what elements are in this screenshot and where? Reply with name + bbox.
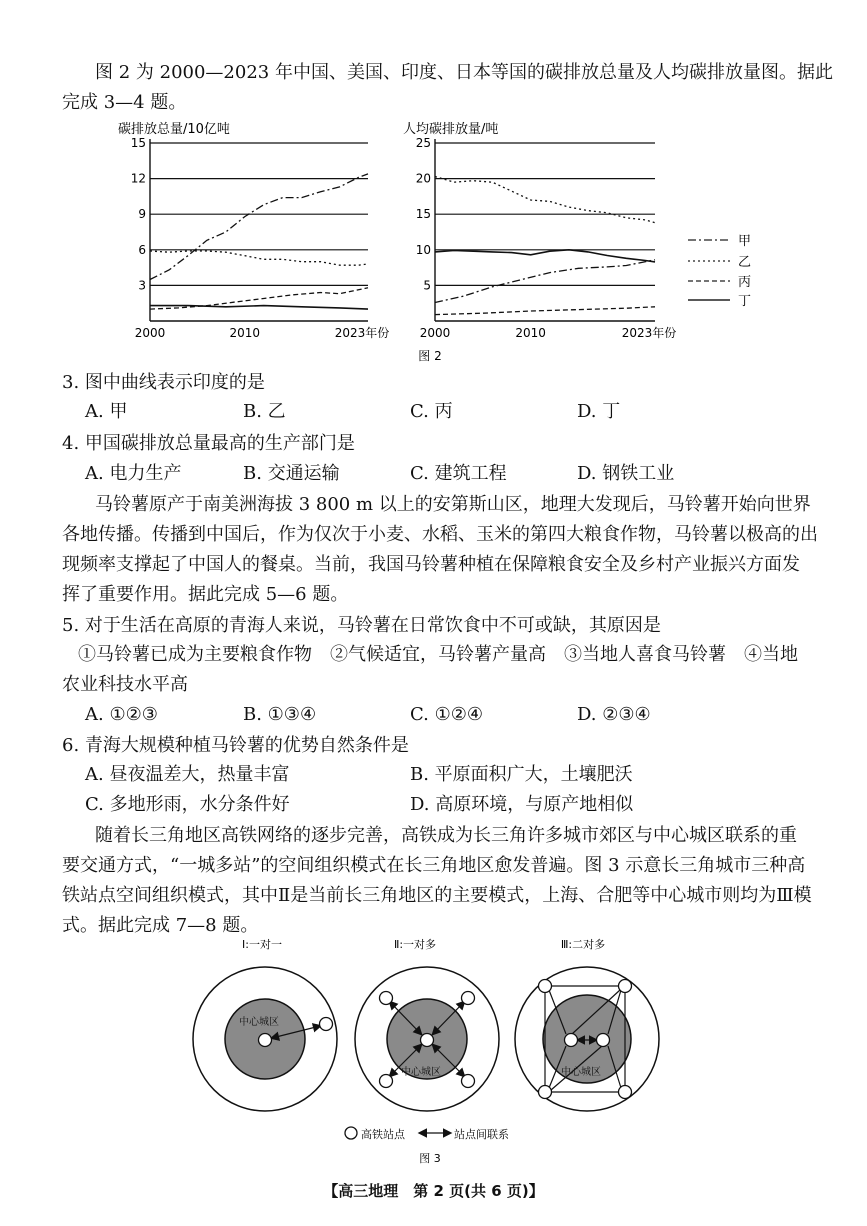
station-icon [565, 1034, 578, 1047]
q3-option-a[interactable]: A. 甲 [85, 401, 128, 422]
q4-option-d[interactable]: D. 钢铁工业 [577, 463, 675, 484]
chart-legend [688, 234, 751, 309]
station-icon [619, 980, 632, 993]
mode-3-center-label: 中心城区 [561, 1067, 601, 1078]
q6-option-d[interactable]: D. 高原环境，与原产地相似 [410, 794, 634, 815]
intro-line: 要交通方式，“一城多站”的空间组织模式在长三角地区愈发普遍。图 3 示意长三角城市三种高 [62, 855, 806, 876]
station-icon [597, 1034, 610, 1047]
intro-line: 挥了重要作用。据此完成 5—6 题。 [62, 584, 349, 605]
question-6-stem: 6. 青海大规模种植马铃薯的优势自然条件是 [62, 735, 409, 756]
series-line-1 [435, 260, 655, 303]
q5-statements: 农业科技水平高 [62, 674, 188, 695]
question-5-stem: 5. 对于生活在高原的青海人来说，马铃薯在日常饮食中不可或缺，其原因是 [62, 615, 661, 636]
y-tick-label: 25 [415, 136, 431, 150]
station-icon [619, 1086, 632, 1099]
q4-option-b[interactable]: B. 交通运输 [243, 463, 340, 484]
station-icon [421, 1034, 434, 1047]
q5-option-d[interactable]: D. ②③④ [577, 704, 651, 725]
page-footer: 【高三地理 第 2 页(共 6 页)】 [323, 1182, 544, 1200]
station-icon [539, 1086, 552, 1099]
y-tick-label: 12 [130, 171, 146, 186]
intro-line: 完成 3—4 题。 [62, 92, 187, 113]
mode-2-center-label: 中心城区 [401, 1067, 441, 1078]
x-tick-label: 2010 [229, 326, 261, 340]
q5-option-a[interactable]: A. ①②③ [85, 704, 158, 725]
intro-line: 图 2 为 2000—2023 年中国、美国、印度、日本等国的碳排放总量及人均碳排放量图。据此 [95, 62, 833, 83]
q5-option-b[interactable]: B. ①③④ [243, 704, 317, 725]
y-tick-label: 15 [130, 136, 146, 150]
station-legend-icon [345, 1127, 357, 1139]
series-line-3 [435, 307, 655, 315]
q6-option-b[interactable]: B. 平原面积广大，土壤肥沃 [410, 764, 633, 785]
q6-option-c[interactable]: C. 多地形雨，水分条件好 [85, 794, 290, 815]
station-icon [462, 992, 475, 1005]
legend-link-label: 站点间联系 [454, 1128, 509, 1141]
intro-line: 各地传播。传播到中国后，作为仅次于小麦、水稻、玉米的第四大粮食作物，马铃薯以极高的出 [62, 524, 818, 545]
series-line-2 [150, 251, 368, 265]
station-icon [380, 1075, 393, 1088]
y-tick-label: 15 [415, 207, 431, 222]
station-icon [539, 980, 552, 993]
legend-label-jia: 甲 [738, 234, 752, 249]
q4-option-c[interactable]: C. 建筑工程 [410, 463, 507, 484]
series-line-2 [435, 177, 655, 223]
y-tick-label: 3 [138, 278, 146, 293]
station-icon [462, 1075, 475, 1088]
station-icon [320, 1018, 333, 1031]
q5-option-c[interactable]: C. ①②④ [410, 704, 483, 725]
mode-1-center-label: 中心城区 [239, 1017, 279, 1028]
intro-line: 马铃薯原产于南美洲海拔 3 800 m 以上的安第斯山区，地理大发现后，马铃薯开始向世界 [95, 494, 811, 515]
question-4-stem: 4. 甲国碳排放总量最高的生产部门是 [62, 433, 355, 454]
intro-line: 铁站点空间组织模式，其中Ⅱ是当前长三角地区的主要模式，上海、合肥等中心城市则均为Ⅲ模 [62, 885, 812, 906]
legend-label-bing: 丙 [738, 275, 752, 290]
intro-line: 现频率支撑起了中国人的餐桌。当前，我国马铃薯种植在保障粮食安全及乡村产业振兴方面发 [62, 554, 800, 575]
mode-1-label: Ⅰ:一对一 [242, 938, 282, 951]
x-tick-label: 2023年份 [334, 326, 390, 340]
chart1-ylabel: 碳排放总量/10亿吨 [118, 122, 230, 137]
x-tick-label: 2000 [419, 326, 451, 340]
q6-option-a[interactable]: A. 昼夜温差大，热量丰富 [85, 764, 290, 785]
figure-2-charts [0, 115, 867, 365]
figure-3-diagram [0, 935, 867, 1170]
figure-3-caption: 图 3 [419, 1152, 441, 1165]
station-icon [259, 1034, 272, 1047]
series-line-1 [150, 174, 368, 280]
y-tick-label: 5 [423, 278, 431, 293]
q4-option-a[interactable]: A. 电力生产 [85, 463, 182, 484]
chart2-plot [416, 136, 677, 340]
x-tick-label: 2023年份 [621, 326, 677, 340]
figure-2-caption: 图 2 [418, 349, 442, 363]
q5-statements: ①马铃薯已成为主要粮食作物 ②气候适宜，马铃薯产量高 ③当地人喜食马铃薯 ④当地 [78, 644, 798, 665]
legend-label-ding: 丁 [738, 294, 752, 309]
y-tick-label: 20 [415, 171, 431, 186]
q3-option-b[interactable]: B. 乙 [243, 401, 286, 422]
x-tick-label: 2000 [134, 326, 166, 340]
q3-option-d[interactable]: D. 丁 [577, 401, 621, 422]
y-tick-label: 6 [138, 242, 146, 257]
intro-line: 随着长三角地区高铁网络的逐步完善，高铁成为长三角许多城市郊区与中心城区联系的重 [95, 825, 797, 846]
chart2-ylabel: 人均碳排放量/吨 [403, 122, 499, 137]
series-line-4 [435, 250, 655, 262]
y-tick-label: 9 [138, 207, 146, 222]
legend-station-label: 高铁站点 [361, 1128, 405, 1141]
question-3-stem: 3. 图中曲线表示印度的是 [62, 372, 265, 393]
mode-3-label: Ⅲ:二对多 [560, 938, 606, 951]
station-icon [380, 992, 393, 1005]
x-tick-label: 2010 [515, 326, 546, 340]
legend-label-yi: 乙 [738, 255, 752, 270]
mode-2-label: Ⅱ:一对多 [393, 938, 437, 951]
chart1-plot [131, 136, 390, 340]
y-tick-label: 10 [415, 242, 431, 257]
q3-option-c[interactable]: C. 丙 [410, 401, 453, 422]
intro-line: 式。据此完成 7—8 题。 [62, 915, 259, 936]
